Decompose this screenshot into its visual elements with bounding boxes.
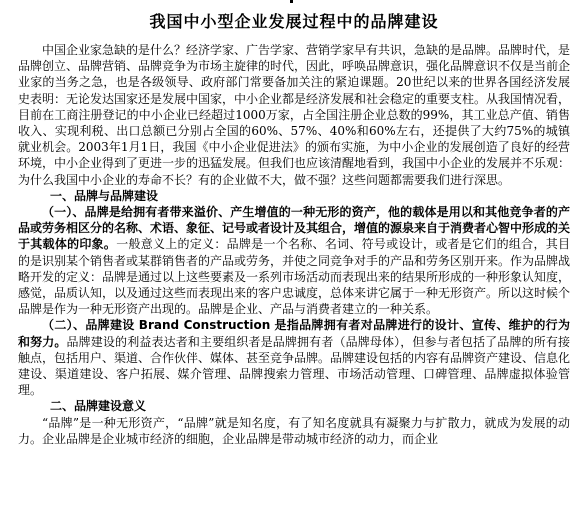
sub2-bold-lead-b: 是指品牌拥有者对品牌进行的设计、宣传、维护的行为和努力。 (18, 318, 570, 349)
intro-paragraph: 中国企业家急缺的是什么？经济学家、广告学家、营销学家早有共识，急缺的是品牌。品牌时代，是品牌创立、品牌营销、品牌竞争为市场主旋律的时代，因此，呼唤品牌意识，强化品牌意识不仅是当前企业家的当务之急，也是各级领导、政府部门常要备加关注的紧迫课题。20世纪以来的世界各国经济发展史表明：无论发达国家还是发展中国家，中小企业都是经济发展和社会稳定的重要支柱。从我国情况看，目前在工商注册登记的中小企业已经超过1000万家，占全国注册企业总数的99%，其工业总产值、销售收入、实现利税、出口总额已分别占全国的60%、57%、40%和60%左右，还提供了大约75%的城镇就业机会。2003年1月1日，我国《中小企业促进法》的颁布实施，为中小企业的发展创造了良好的经营环境，中小企业得到了更进一步的迅猛发展。但我们也应该清醒地看到，我国中小企业的发展并不乐观：为什么我国中小企业的寿命不长？有的企业做不大，做不强？这些问题都需要我们进行深思。 (18, 43, 571, 187)
section1-sub2-paragraph (18, 317, 570, 398)
section2-heading: 二、品牌建设意义 (50, 399, 147, 414)
document-title: 我国中小型企业发展过程中的品牌建设 (149, 12, 439, 31)
sub1-bold-lead: （一）、品牌是给拥有者带来溢价、产生增值的一种无形的资产，他的载体是用以和其他竞争者的产品或劳务相区分的名称、术语、象征、记号或者设计及其组合，增值的源泉来自于消费者心智中形成的关于其载体的印象。 (18, 205, 571, 252)
sub2-body-text: 品牌建设的利益表达者和主要组织者是品牌拥有者（品牌母体），但参与者包括了品牌的所有接触点，包括用户、渠道、合作伙伴、媒体、甚至竞争品牌。品牌建设包括的内容有品牌资产建设、信息化建设、渠道建设、客户拓展、媒介管理、品牌搜索力管理、市场活动管理、口碑管理、品牌虚拟体验管理。 (18, 334, 571, 398)
document-page (18, 0, 570, 447)
sub2-bold-lead-a: （二）、品牌建设 (42, 318, 135, 333)
sub2-bold-english: Brand Construction (138, 318, 271, 333)
sub1-body-text: 一般意义上的定义：品牌是一个名称、名词、符号或设计，或者是它们的组合，其目的是识别某个销售者或某群销售者的产品或劳务，并使之同竞争对手的产品和劳务区别开来。作为品牌战略开发的定义：品牌是通过以上这些要素及一系列市场活动而表现出来的结果所形成的一种形象认知度，感觉，品质认知，以及通过这些而表现出来的客户忠诚度，总体来讲它属于一种无形资产。所以这时候个品牌是作为一种无形资产出现的。品牌是企业、产品与消费者建立的一种关系。 (18, 237, 571, 317)
section1-heading: 一、品牌与品牌建设 (50, 188, 159, 203)
section1-sub1-paragraph (18, 204, 570, 317)
section2-paragraph: “品牌”是一种无形资产，“品牌”就是知名度，有了知名度就具有凝聚力与扩散力，就成为发展的动力。企业品牌是企业城市经济的细胞，企业品牌是带动城市经济的动力，而企业 (18, 415, 570, 446)
